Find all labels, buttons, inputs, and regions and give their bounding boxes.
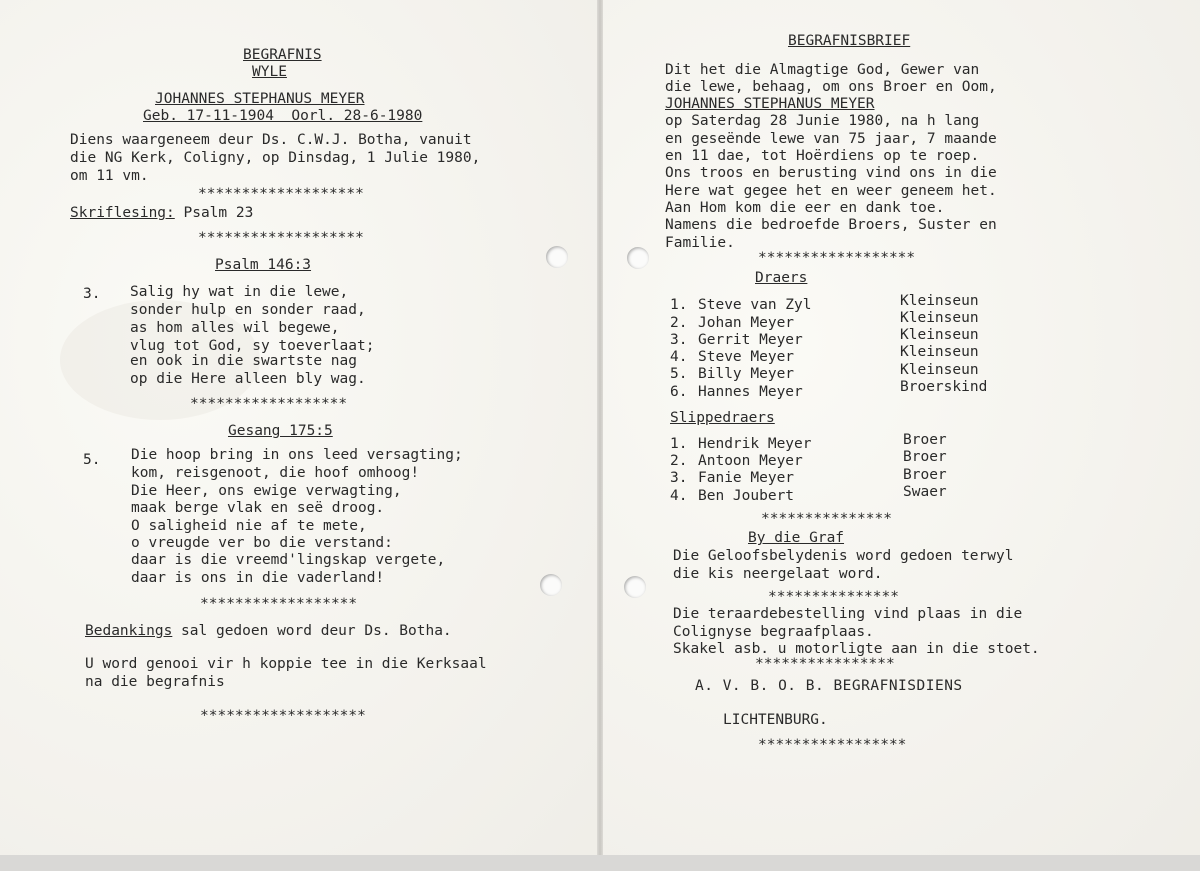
pallbearer-number: 1. (670, 436, 688, 452)
burial-line-3: Skakel asb. u motorligte aan in die stoet. (673, 641, 1040, 657)
star-divider: ******************* (198, 230, 364, 246)
burial-line-1: Die teraardebestelling vind plaas in die (673, 606, 1023, 622)
hymn-verse-number: 5. (83, 452, 101, 468)
body-line: Aan Hom kom die eer en dank toe. (665, 200, 945, 216)
scan-background-strip (0, 855, 1200, 871)
star-divider: ****************** (190, 396, 348, 412)
punch-hole (546, 246, 568, 268)
bearer-relation: Kleinseun (900, 327, 979, 343)
deceased-name: JOHANNES STEPHANUS MEYER (665, 96, 875, 112)
hymn-line: O saligheid nie af te mete, (131, 518, 367, 534)
star-divider: ***************** (758, 737, 907, 753)
pallbearer-relation: Broer (903, 432, 947, 448)
psalm-line: Salig hy wat in die lewe, (130, 284, 349, 300)
scripture-reading (70, 205, 253, 222)
bearer-name: Hannes Meyer (698, 384, 803, 400)
hymn-line: maak berge vlak en seë droog. (131, 500, 385, 516)
psalm-line: sonder hulp en sonder raad, (130, 302, 366, 318)
psalm-line: op die Here alleen bly wag. (130, 371, 366, 387)
body-line: op Saterdag 28 Junie 1980, na h lang (665, 113, 980, 129)
star-divider: **************** (755, 656, 895, 672)
bearer-number: 4. (670, 349, 688, 365)
left-page (0, 0, 597, 855)
star-divider: *************** (761, 511, 892, 527)
thanks-line (85, 623, 452, 640)
funeral-heading: BEGRAFNIS (243, 47, 322, 63)
pallbearer-name: Hendrik Meyer (698, 436, 812, 452)
psalm-line: en ook in die swartste nag (130, 353, 357, 369)
pallbearer-name: Fanie Meyer (698, 470, 795, 486)
bearer-relation: Broerskind (900, 379, 988, 395)
star-divider: ****************** (758, 250, 916, 266)
bearer-relation: Kleinseun (900, 293, 979, 309)
right-page (603, 0, 1200, 855)
graveside-line-2: die kis neergelaat word. (673, 566, 883, 582)
pallbearers-heading: Slippedraers (670, 410, 775, 426)
tea-invitation-line-1: U word genooi vir h koppie tee in die Kerksaal (85, 656, 487, 672)
service-line-2: die NG Kerk, Coligny, op Dinsdag, 1 Julie 1980, (70, 150, 481, 166)
star-divider: ******************* (200, 708, 366, 724)
bearer-name: Gerrit Meyer (698, 332, 803, 348)
scripture-label: Skriflesing: (70, 205, 175, 221)
hymn-line: daar is die vreemd'lingskap vergete, (131, 552, 446, 568)
body-line: Ons troos en berusting vind ons in die (665, 165, 997, 181)
bearer-name: Billy Meyer (698, 366, 795, 382)
life-dates: Geb. 17-11-1904 Oorl. 28-6-1980 (143, 108, 423, 124)
bearer-relation: Kleinseun (900, 310, 979, 326)
psalm-line: as hom alles wil begewe, (130, 320, 340, 336)
tea-invitation-line-2: na die begrafnis (85, 674, 225, 690)
undertaker-name: A. V. B. O. B. BEGRAFNISDIENS (695, 678, 963, 694)
star-divider: *************** (768, 589, 899, 605)
pallbearer-number: 2. (670, 453, 688, 469)
psalm-verse-number: 3. (83, 286, 101, 302)
star-divider: ******************* (198, 186, 364, 202)
service-line-3: om 11 vm. (70, 168, 149, 184)
thanks-label: Bedankings (85, 623, 173, 639)
pallbearer-name: Antoon Meyer (698, 453, 803, 469)
bearer-name: Steve Meyer (698, 349, 795, 365)
bearer-number: 1. (670, 297, 688, 313)
graveside-line-1: Die Geloofsbelydenis word gedoen terwyl (673, 548, 1014, 564)
psalm-line: vlug tot God, sy toeverlaat; (130, 338, 375, 354)
bearer-number: 2. (670, 315, 688, 331)
bearer-name: Johan Meyer (698, 315, 795, 331)
hymn-line: Die hoop bring in ons leed versagting; (131, 447, 463, 463)
hymn-title: Gesang 175:5 (228, 423, 333, 439)
intro-line-1: Dit het die Almagtige God, Gewer van (665, 62, 980, 78)
graveside-heading: By die Graf (748, 530, 845, 546)
body-line: Namens die bedroefde Broers, Suster en (665, 217, 997, 233)
bearer-relation: Kleinseun (900, 362, 979, 378)
bearer-number: 5. (670, 366, 688, 382)
body-line: Here wat gegee het en weer geneem het. (665, 183, 997, 199)
bearer-relation: Kleinseun (900, 344, 979, 360)
punch-hole (627, 247, 649, 269)
letter-title: BEGRAFNISBRIEF (788, 33, 911, 49)
star-divider: ****************** (200, 596, 358, 612)
punch-hole (540, 574, 562, 596)
thanks-text: sal gedoen word deur Ds. Botha. (172, 623, 452, 639)
undertaker-town: LICHTENBURG. (723, 712, 828, 728)
bearer-name: Steve van Zyl (698, 297, 812, 313)
service-line-1: Diens waargeneem deur Ds. C.W.J. Botha, vanuit (70, 132, 472, 148)
bearers-heading: Draers (755, 270, 808, 286)
hymn-line: Die Heer, ons ewige verwagting, (131, 483, 402, 499)
hymn-line: daar is ons in die vaderland! (131, 570, 385, 586)
deceased-name: JOHANNES STEPHANUS MEYER (155, 91, 365, 107)
pallbearer-name: Ben Joubert (698, 488, 795, 504)
pallbearer-relation: Broer (903, 449, 947, 465)
pallbearer-relation: Swaer (903, 484, 947, 500)
body-line: en 11 dae, tot Hoërdiens op te roep. (665, 148, 980, 164)
hymn-line: o vreugde ver bo die verstand: (131, 535, 393, 551)
intro-line-2: die lewe, behaag, om ons Broer en Oom, (665, 79, 997, 95)
psalm-title: Psalm 146:3 (215, 257, 312, 273)
pallbearer-relation: Broer (903, 467, 947, 483)
pallbearer-number: 3. (670, 470, 688, 486)
punch-hole (624, 576, 646, 598)
bearer-number: 3. (670, 332, 688, 348)
late-heading: WYLE (252, 64, 287, 80)
pallbearer-number: 4. (670, 488, 688, 504)
body-line: Familie. (665, 235, 735, 251)
burial-line-2: Colignyse begraafplaas. (673, 624, 874, 640)
body-line: en geseënde lewe van 75 jaar, 7 maande (665, 131, 997, 147)
hymn-line: kom, reisgenoot, die hoof omhoog! (131, 465, 420, 481)
scripture-text: Psalm 23 (174, 205, 254, 221)
bearer-number: 6. (670, 384, 688, 400)
